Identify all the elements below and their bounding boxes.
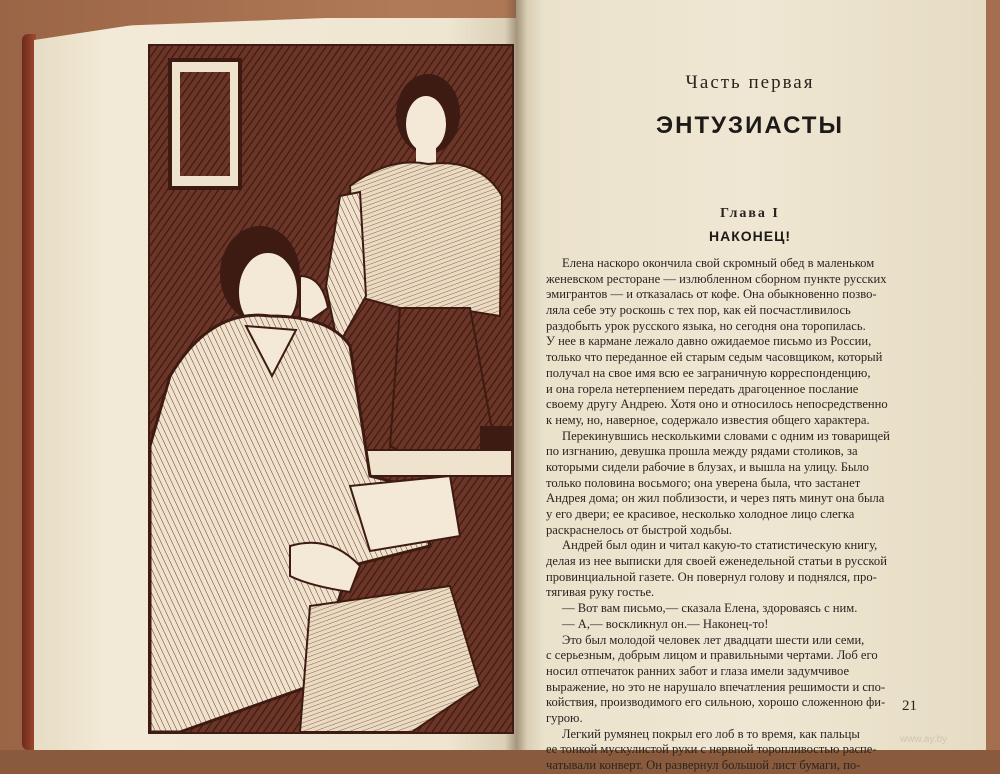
text-line: с серьезным, добрым лицом и правильными чертами. Лоб его (546, 648, 878, 663)
chapter-title: НАКОНЕЦ! (709, 228, 791, 244)
text-line: ляла себе эту роскошь с тех пор, как ей посчастливилось (546, 303, 851, 318)
text-line: женевском ресторане — излюбленном сборном пункте русских (546, 271, 887, 286)
text-line: Перекинувшись несколькими словами с одним из товарищей (562, 428, 890, 443)
text-line: — А,— воскликнул он.— Наконец-то! (562, 616, 769, 631)
chapter-body-text (546, 256, 924, 774)
text-line: Елена наскоро окончила свой скромный обед в маленьком (562, 256, 875, 270)
text-line: гурою. (546, 710, 583, 725)
watermark: www.ay.by (900, 734, 948, 745)
text-line: чатывали конверт. Он развернул большой лист бумаги, по- (546, 758, 861, 772)
text-line: У нее в кармане лежало давно ожидаемое письмо из России, (546, 334, 872, 349)
book-title: ЭНТУЗИАСТЫ (656, 112, 844, 139)
text-line: у его двери; ее красивое, несколько холодное лицо слегка (546, 507, 855, 521)
text-line: к нему, но, наверное, содержало известия общего характера. (546, 412, 870, 427)
text-line: выражение, но это не нарушало впечатления решимости и спо- (546, 679, 886, 694)
text-line: Андрей был один и читал какую-то статистическую книгу, (562, 538, 878, 553)
text-line: Это был молодой человек лет двадцати шести или семи, (562, 632, 865, 647)
text-line: только что переданное ей старым седым часовщиком, который (546, 350, 883, 365)
page-number: 21 (902, 698, 917, 714)
text-line: раскраснелось от быстрой ходьбы. (546, 522, 733, 537)
part-title: Часть первая (685, 72, 815, 93)
text-line: носил отпечаток ранних забот и глаза имели задумчивое (546, 663, 850, 678)
text-line: тягивая руку гостье. (546, 585, 655, 600)
text-line: эмигрантов — и отказалась от кофе. Она обыкновенно позво- (546, 287, 877, 302)
book-cover-edge (22, 34, 36, 750)
text-line: и она горела нетерпением передать драгоценное послание (546, 381, 859, 396)
text-line: которыми сидели рабочие в блузах, и вышла на улицу. Было (546, 459, 869, 474)
text-line: по изгнанию, девушка прошла между рядами столиков, за (546, 444, 858, 459)
text-line: койствия, производимого его сильною, хорошо сложенною фи- (546, 695, 886, 710)
text-line: своему другу Андрею. Хотя оно и относилось непосредственно (546, 397, 888, 412)
illustration-drawing (150, 46, 512, 732)
text-line: Легкий румянец покрыл его лоб в то время, как пальцы (562, 726, 860, 741)
text-line: провинциальной газете. Он повернул голову и поднялся, про- (546, 569, 877, 584)
text-line: получал на свое имя всю ее заграничную корреспонденцию, (546, 365, 871, 380)
engraving-illustration (148, 44, 514, 734)
text-line: только половина восьмого; она уверена была, что застанет (546, 475, 861, 490)
text-line: раздобыть урок русского языка, но сегодня она торопилась. (546, 318, 866, 333)
text-line: делая из нее выписки для своей еженедельной статьи в русской (546, 554, 887, 569)
text-line: Андрея дома; он жил поблизости, и через пять минут она была (546, 491, 885, 506)
text-line: — Вот вам письмо,— сказала Елена, здороваясь с ним. (562, 601, 858, 616)
chapter-label: Глава I (720, 206, 780, 221)
text-line: ее тонкой мускулистой руки с нервной торопливостью распе- (546, 742, 877, 757)
